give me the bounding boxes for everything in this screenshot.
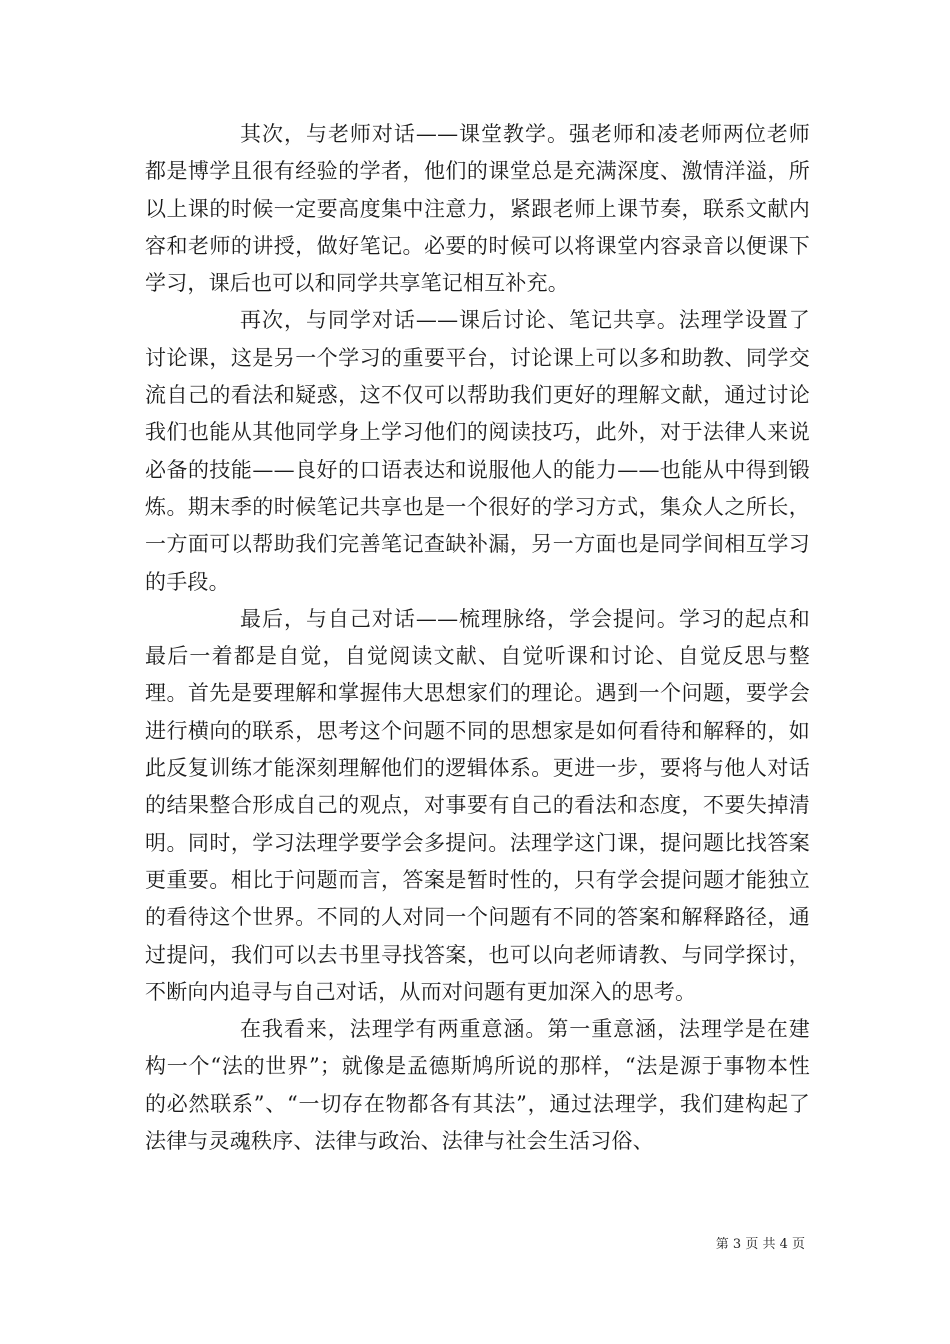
page-number-footer: 第 3 页 共 4 页 <box>715 1237 805 1252</box>
paragraph-two-meanings: 在我看来，法理学有两重意涵。第一重意涵，法理学是在建构一个“法的世界”；就像是孟德斯鸠所说的那样，“法是源于事物本性的必然联系”、“一切存在物都各有其法”，通过法理学，我们建构起了法律与灵魂秩序、法律与政治、法律与社会生活习俗、 <box>145 1017 810 1154</box>
document-body <box>145 116 810 1160</box>
paragraph-self-dialogue: 最后，与自己对话——梳理脉络，学会提问。学习的起点和最后一着都是自觉，自觉阅读文献、自觉听课和讨论、自觉反思与整理。首先是要理解和掌握伟大思想家们的理论。遇到一个问题，要学会进行横向的联系，思考这个问题不同的思想家是如何看待和解释的，如此反复训练才能深刻理解他们的逻辑体系。更进一步，要将与他人对话的结果整合形成自己的观点，对事要有自己的看法和态度，不要失掉清明。同时，学习法理学要学会多提问。法理学这门课，提问题比找答案更重要。相比于问题而言，答案是暂时性的，只有学会提问题才能独立的看待这个世界。不同的人对同一个问题有不同的答案和解释路径，通过提问，我们可以去书里寻找答案，也可以向老师请教、与同学探讨，不断向内追寻与自己对话，从而对问题有更加深入的思考。 <box>145 606 810 1004</box>
paragraph-classmate-dialogue: 再次，与同学对话——课后讨论、笔记共享。法理学设置了讨论课，这是另一个学习的重要平台，讨论课上可以多和助教、同学交流自己的看法和疑惑，这不仅可以帮助我们更好的理解文献，通过讨论我们也能从其他同学身上学习他们的阅读技巧，此外，对于法律人来说必备的技能——良好的口语表达和说服他人的能力——也能从中得到锻炼。期末季的时候笔记共享也是一个很好的学习方式，集众人之所长，一方面可以帮助我们完善笔记查缺补漏，另一方面也是同学间相互学习的手段。 <box>145 308 810 594</box>
paragraph-teacher-dialogue: 其次，与老师对话——课堂教学。强老师和凌老师两位老师都是博学且很有经验的学者，他们的课堂总是充满深度、激情洋溢，所以上课的时候一定要高度集中注意力，紧跟老师上课节奏，联系文献内容和老师的讲授，做好笔记。必要的时候可以将课堂内容录音以便课下学习，课后也可以和同学共享笔记相互补充。 <box>145 122 810 296</box>
